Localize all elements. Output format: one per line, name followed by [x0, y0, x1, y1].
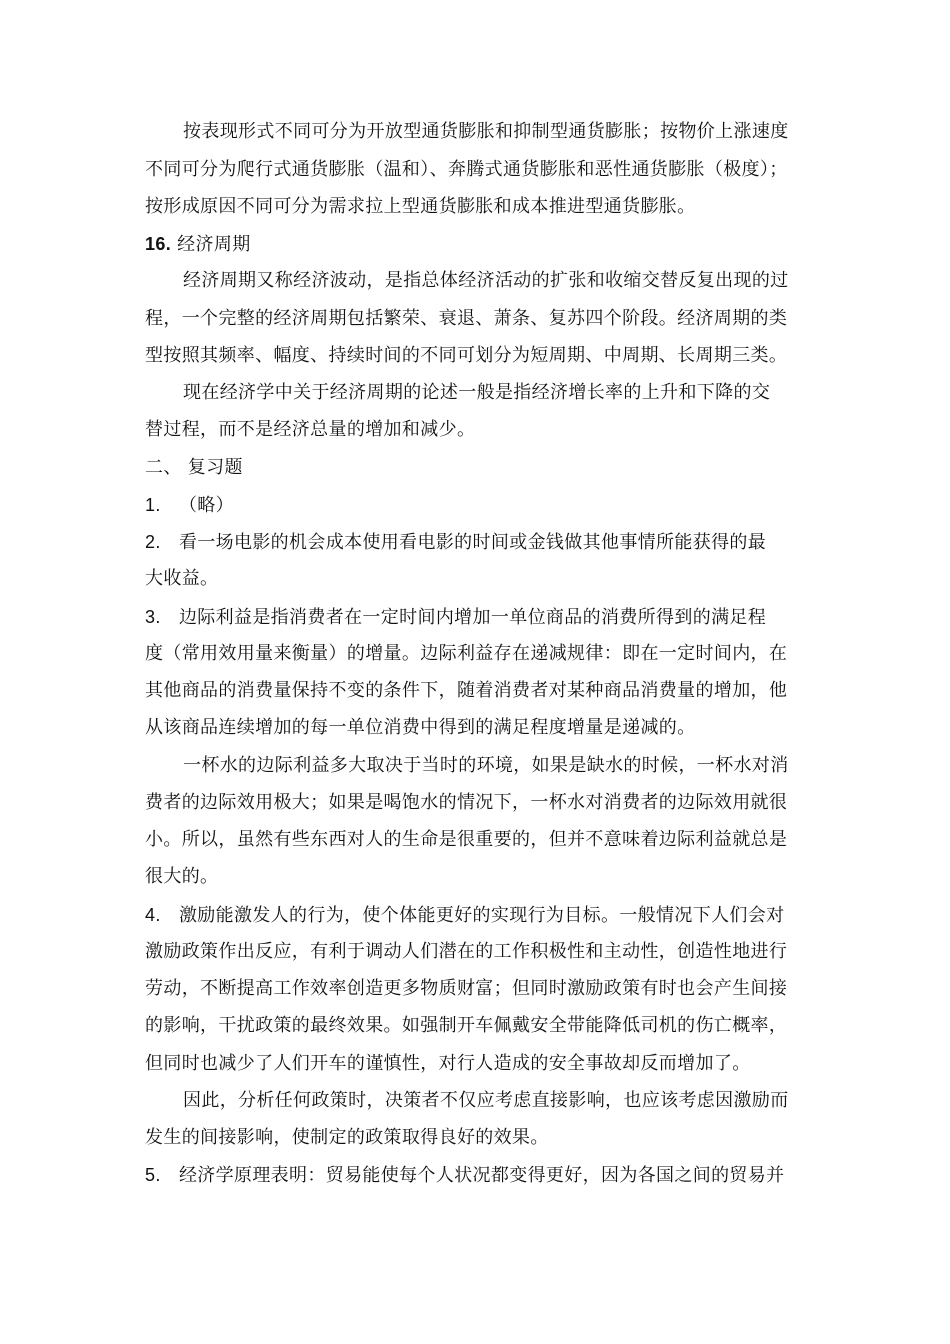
paragraph-line: 但同时也减少了人们开车的谨慎性，对行人造成的安全事故却反而增加了。 [145, 1053, 751, 1074]
question-2 [145, 524, 810, 560]
review-heading: 二、 复习题 [145, 457, 243, 478]
question-text: 看一场电影的机会成本使用看电影的时间或金钱做其他事情所能获得的最 [178, 532, 767, 553]
paragraph-line: 型按照其频率、幅度、持续时间的不同可划分为短周期、中周期、长周期三类。 [145, 345, 788, 366]
question-number: 2. [145, 532, 161, 552]
paragraph-line: 劳动，不断提高工作效率创造更多物质财富；但同时激励政策有时也会产生间接 [145, 978, 788, 999]
question-4 [145, 897, 810, 933]
paragraph-line: 从该商品连续增加的每一单位消费中得到的满足程度增量是递减的。 [145, 717, 696, 738]
paragraph-line: 度（常用效用量来衡量）的增量。边际利益存在递减规律：即在一定时间内，在 [145, 643, 788, 664]
paragraph-line: 不同可分为爬行式通货膨胀（温和）、奔腾式通货膨胀和恶性通货膨胀（极度）； [145, 159, 788, 180]
question-number: 5. [145, 1165, 161, 1185]
question-5 [145, 1157, 810, 1193]
paragraph-line: 的影响，干扰政策的最终效果。如强制开车佩戴安全带能降低司机的伤亡概率， [145, 1015, 788, 1036]
question-text: 边际利益是指消费者在一定时间内增加一单位商品的消费所得到的满足程 [178, 607, 767, 628]
paragraph-line: 按形成原因不同可分为需求拉上型通货膨胀和成本推进型通货膨胀。 [145, 196, 696, 217]
paragraph-line: 很大的。 [145, 866, 219, 887]
paragraph-line: 发生的间接影响，使制定的政策取得良好的效果。 [145, 1127, 549, 1148]
question-number: 1. [145, 495, 161, 515]
question-text: 经济学原理表明：贸易能使每个人状况都变得更好，因为各国之间的贸易并 [178, 1165, 785, 1186]
paragraph-line: 费者的边际效用极大；如果是喝饱水的情况下，一杯水对消费者的边际效用就很 [145, 792, 788, 813]
question-1 [145, 487, 810, 523]
paragraph-line: 替过程，而不是经济总量的增加和减少。 [145, 419, 476, 440]
paragraph-line: 激励政策作出反应，有利于调动人们潜在的工作积极性和主动性，创造性地进行 [145, 941, 788, 962]
question-text: 激励能激发人的行为，使个体能更好的实现行为目标。一般情况下人们会对 [178, 905, 785, 926]
question-text: （略） [178, 495, 234, 516]
question-3 [145, 599, 810, 635]
section-heading [145, 226, 810, 262]
paragraph-line: 小。所以，虽然有些东西对人的生命是很重要的，但并不意味着边际利益就总是 [145, 829, 788, 850]
paragraph-line: 现在经济学中关于经济周期的论述一般是指经济增长率的上升和下降的交 [183, 382, 771, 403]
paragraph-line: 因此，分析任何政策时，决策者不仅应考虑直接影响，也应该考虑因激励而 [183, 1090, 789, 1111]
paragraph-line: 经济周期又称经济波动，是指总体经济活动的扩张和收缩交替反复出现的过 [183, 270, 789, 291]
paragraph-line: 按表现形式不同可分为开放型通货膨胀和抑制型通货膨胀；按物价上涨速度 [183, 121, 789, 142]
paragraph-line: 大收益。 [145, 568, 219, 589]
question-number: 3. [145, 607, 161, 627]
paragraph-line: 程，一个完整的经济周期包括繁荣、衰退、萧条、复苏四个阶段。经济周期的类 [145, 308, 788, 329]
paragraph-line: 其他商品的消费量保持不变的条件下，随着消费者对某种商品消费量的增加，他 [145, 680, 788, 701]
section-number: 16. [145, 234, 172, 254]
question-number: 4. [145, 905, 161, 925]
paragraph-line: 一杯水的边际利益多大取决于当时的环境，如果是缺水的时候，一杯水对消 [183, 755, 789, 776]
section-title: 经济周期 [177, 234, 251, 255]
